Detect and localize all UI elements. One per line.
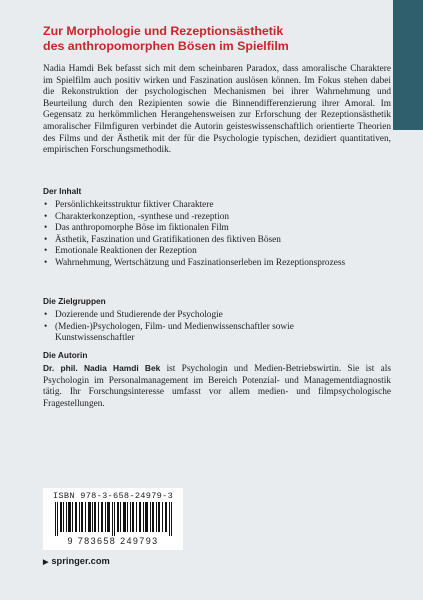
- ean-digits: 9 783658 249793: [67, 536, 159, 546]
- contents-list: [43, 200, 383, 270]
- list-item: • Dozierende und Studierende der Psychologie: [43, 310, 343, 322]
- list-item: • Emotionale Reaktionen der Rezeption: [43, 246, 383, 258]
- title-line-1: Zur Morphologie und Rezeptionsästhetik: [43, 24, 284, 38]
- author-heading: Die Autorin: [43, 350, 88, 360]
- author-paragraph: [43, 363, 391, 410]
- list-item: • Wahrnehmung, Wertschätzung und Faszinationserleben im Rezeptionsprozess: [43, 258, 383, 270]
- barcode-bars: [55, 502, 175, 536]
- color-tab: [393, 0, 423, 130]
- audience-heading: Die Zielgruppen: [43, 296, 106, 306]
- title-line-2: des anthropomorphen Bösen im Spielfilm: [43, 39, 289, 53]
- audience-list: [43, 310, 343, 345]
- list-item: • Charakterkonzeption, -synthese und -rezeption: [43, 212, 383, 224]
- intro-paragraph: Nadia Hamdi Bek befasst sich mit dem scheinbaren Paradox, dass amoralische Charaktere im Spielfilm auch positiv wirken und Faszination auslösen können. Im Fokus stehen dabei die Rekonstruktion der psychologischen Mechanismen bei ihrer Wahrnehmung und Beurteilung durch den Rezipienten sowie die Binnendifferenzierung ihrer Amoral. Im Gegensatz zu herkömmlichen Herangehensweisen zur Erforschung der Rezeptionsästhetik amoralischer Filmfiguren verbindet die Autorin geisteswissenschaftlich orientierte Theorien des Films und der Ästhetik mit der für die Psychologie typischen, dezidiert quantitativen, empirischen Forschungsmethodik.: [43, 64, 391, 156]
- publisher-website[interactable]: [43, 556, 110, 568]
- barcode-bars-graphic: [55, 502, 175, 536]
- arrow-right-icon: ▶: [43, 559, 49, 566]
- author-name: Dr. phil. Nadia Hamdi Bek: [43, 363, 161, 373]
- website-label: springer.com: [51, 556, 110, 566]
- author-bio: ist Psychologin und Medien-Betriebswirtin. Sie ist als Psychologin im Personalmanagement im Bereich Potenzial- und Managementdiagnostik tätig. Ihr Forschungsinteresse umfasst vor allem medien- und filmpsychologische Fragestellungen.: [43, 364, 391, 409]
- barcode: [43, 488, 183, 550]
- list-item: • Persönlichkeitsstruktur fiktiver Charaktere: [43, 200, 383, 212]
- list-item: • Das anthropomorphe Böse im fiktionalen Film: [43, 223, 383, 235]
- list-item: • Ästhetik, Faszination und Gratifikationen des fiktiven Bösen: [43, 235, 383, 247]
- contents-heading: Der Inhalt: [43, 186, 82, 196]
- isbn-number: ISBN 978-3-658-24979-3: [52, 491, 174, 501]
- cover-title: [43, 24, 383, 54]
- list-item: • (Medien-)Psychologen, Film- und Medienwissenschaftler sowie Kunstwissenschaftler: [43, 322, 343, 345]
